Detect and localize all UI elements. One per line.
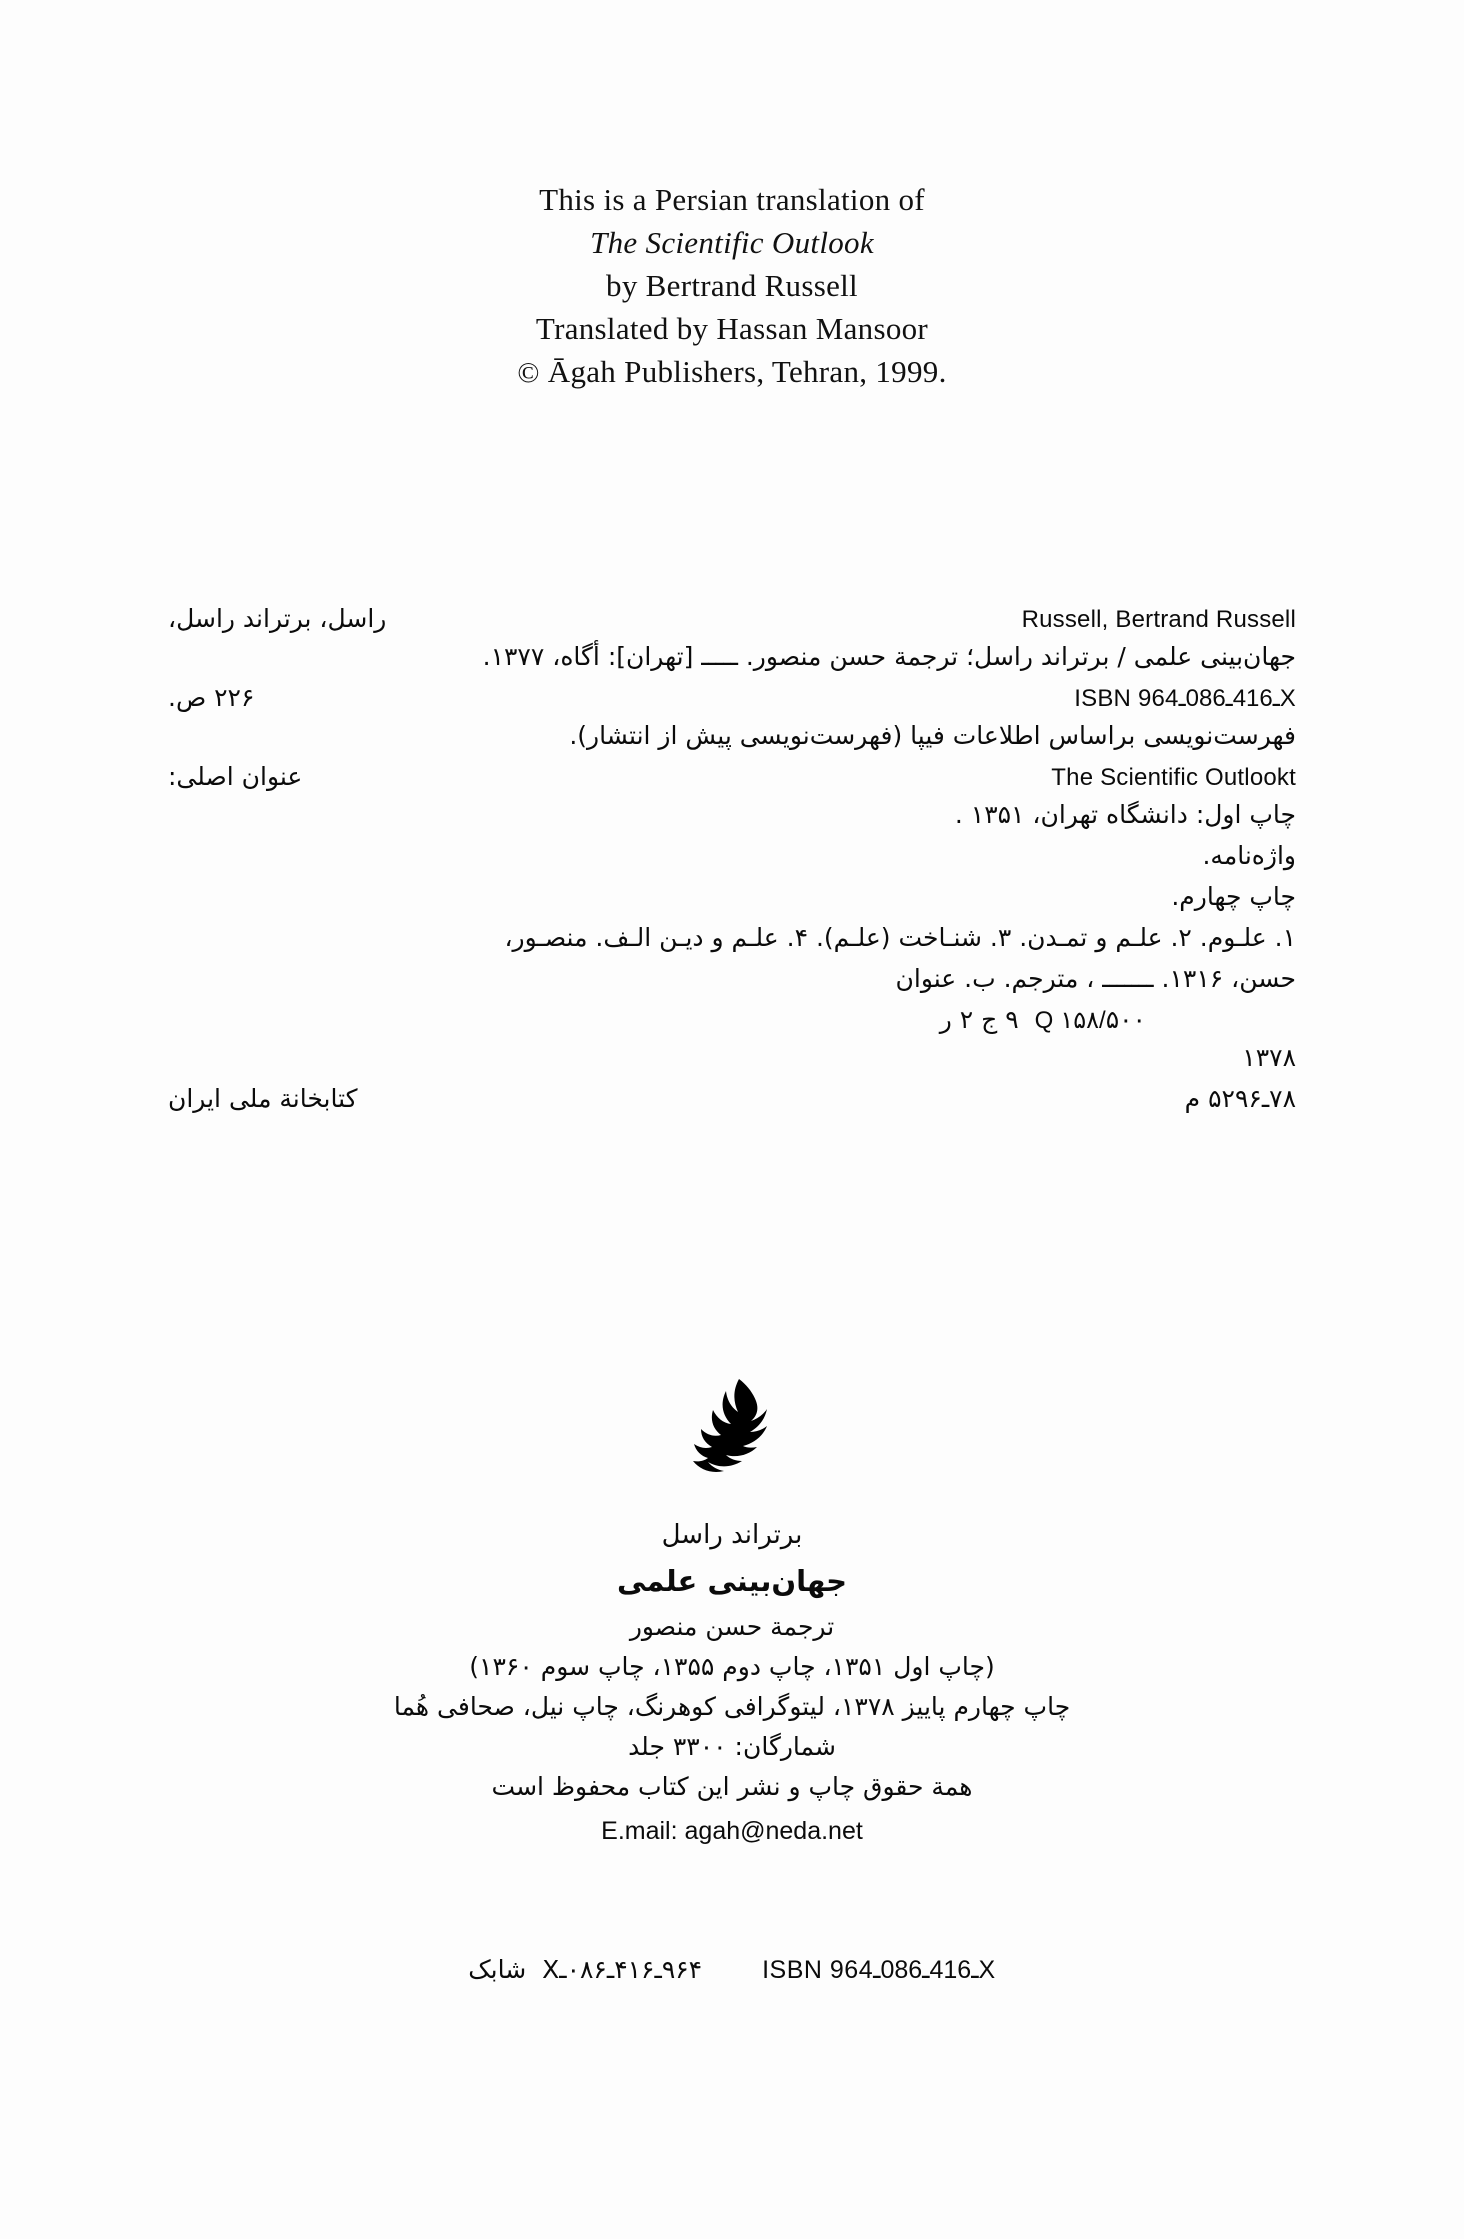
publisher-copyright-text: Āgah Publishers, Tehran, 1999. <box>539 354 947 389</box>
cip-author-en: Russell, Bertrand Russell <box>1021 606 1296 633</box>
imprint-print-info: چاپ چهارم پاییز ۱۳۷۸، لیتوگرافی کوهرنگ، چاپ نیل، صحافی هُما <box>393 1692 1071 1721</box>
imprint-author: برتراند راسل <box>661 1520 803 1550</box>
cip-fourth-edition: چاپ چهارم. <box>1171 882 1296 911</box>
imprint-title: جهان‌بینی علمی <box>616 1564 848 1598</box>
imprint-block <box>0 1515 1464 1855</box>
isbn-fa-label: شابک <box>468 1955 527 1984</box>
cip-glossary-row <box>168 837 1296 878</box>
cip-call-number-row <box>168 1001 1296 1039</box>
imprint-translator: ترجمة حسن منصور <box>629 1612 835 1641</box>
cip-library-row <box>168 1080 1296 1117</box>
cip-first-edition: چاپ اول: دانشگاه تهران، ۱۳۵۱ . <box>954 800 1296 829</box>
cip-first-edition-row <box>168 796 1296 837</box>
cip-author-fa: راسل، برتراند راسل، <box>168 604 387 633</box>
isbn-row <box>0 1955 1464 1985</box>
translation-notice-line-1: This is a Persian translation of <box>539 182 925 217</box>
imprint-copies: شمارگان: ۳۳۰۰ جلد <box>628 1732 836 1761</box>
translation-notice <box>0 178 1464 395</box>
imprint-rights: همة حقوق چاپ و نشر این کتاب محفوظ است <box>491 1772 973 1801</box>
imprint-email[interactable]: E.mail: agah@neda.net <box>601 1817 863 1845</box>
cip-subjects: ۱. علـوم. ۲. علـم و تمـدن. ۳. شنـاخت (علـم). ۴. علـم و دیـن الـف. منصـور، <box>504 923 1296 952</box>
cip-original-title-en: The Scientific Outlookt <box>1051 764 1296 791</box>
cip-record-number: ۷۸ـ۵۲۹۶ م <box>1184 1084 1296 1113</box>
isbn-fa <box>468 1955 702 1984</box>
cip-dewey: ۵۰۰ <box>1105 1005 1146 1034</box>
publisher-copyright-line <box>0 350 1464 395</box>
cip-fourth-edition-row <box>168 878 1296 919</box>
copyright-icon: © <box>517 357 540 389</box>
isbn-en: ISBN 964ـ416ـ086ـX <box>762 1956 996 1984</box>
original-author-line: by Bertrand Russell <box>606 268 858 303</box>
cip-call-number-2: ۹ ج ۲ ر <box>939 1005 1019 1034</box>
cip-original-title-label: عنوان اصلی: <box>168 762 303 791</box>
imprint-editions: (چاپ اول ۱۳۵۱، چاپ دوم ۱۳۵۵، چاپ سوم ۱۳۶۰) <box>469 1652 995 1681</box>
cip-call-number: Q ۱۵۸/ <box>1034 1007 1106 1034</box>
agah-publishers-bird-logo <box>677 1375 787 1475</box>
cip-isbn-en: ISBN 964ـ416ـ086ـX <box>1074 685 1296 712</box>
cip-block <box>168 600 1296 1117</box>
cip-pages-fa: ۲۲۶ ص. <box>168 683 255 712</box>
cip-title-statement: جهان‌بینی علمی / برتراند راسل؛ ترجمة حسن منصور. ـــــ [تهران]: أگاه، ۱۳۷۷. <box>482 642 1296 671</box>
cip-subjects-row-2 <box>168 960 1296 1001</box>
cip-author-row <box>168 600 1296 638</box>
original-title-line: The Scientific Outlook <box>590 225 874 260</box>
cip-original-title-row <box>168 758 1296 796</box>
cip-note-row <box>168 717 1296 758</box>
translator-line: Translated by Hassan Mansoor <box>535 311 929 346</box>
cip-pages-isbn-row <box>168 679 1296 717</box>
publisher-logo <box>0 1375 1464 1480</box>
cip-year: ۱۳۷۸ <box>1242 1043 1296 1072</box>
cip-note: فهرست‌نویسی براساس اطلاعات فیپا (فهرست‌نویسی پیش از انتشار). <box>569 721 1296 750</box>
cip-subjects-row <box>168 919 1296 960</box>
cip-library-name: کتابخانة ملی ایران <box>168 1084 358 1113</box>
cip-title-statement-row <box>168 638 1296 679</box>
cip-year-row <box>168 1039 1296 1080</box>
cip-glossary: واژه‌نامه. <box>1202 841 1296 870</box>
isbn-fa-number: ۹۶۴ـ۴۱۶ـ۰۸۶ـX <box>542 1955 703 1984</box>
cip-subjects-2: حسن، ۱۳۱۶. ـــــــ ، مترجم. ب. عنوان <box>895 964 1296 993</box>
